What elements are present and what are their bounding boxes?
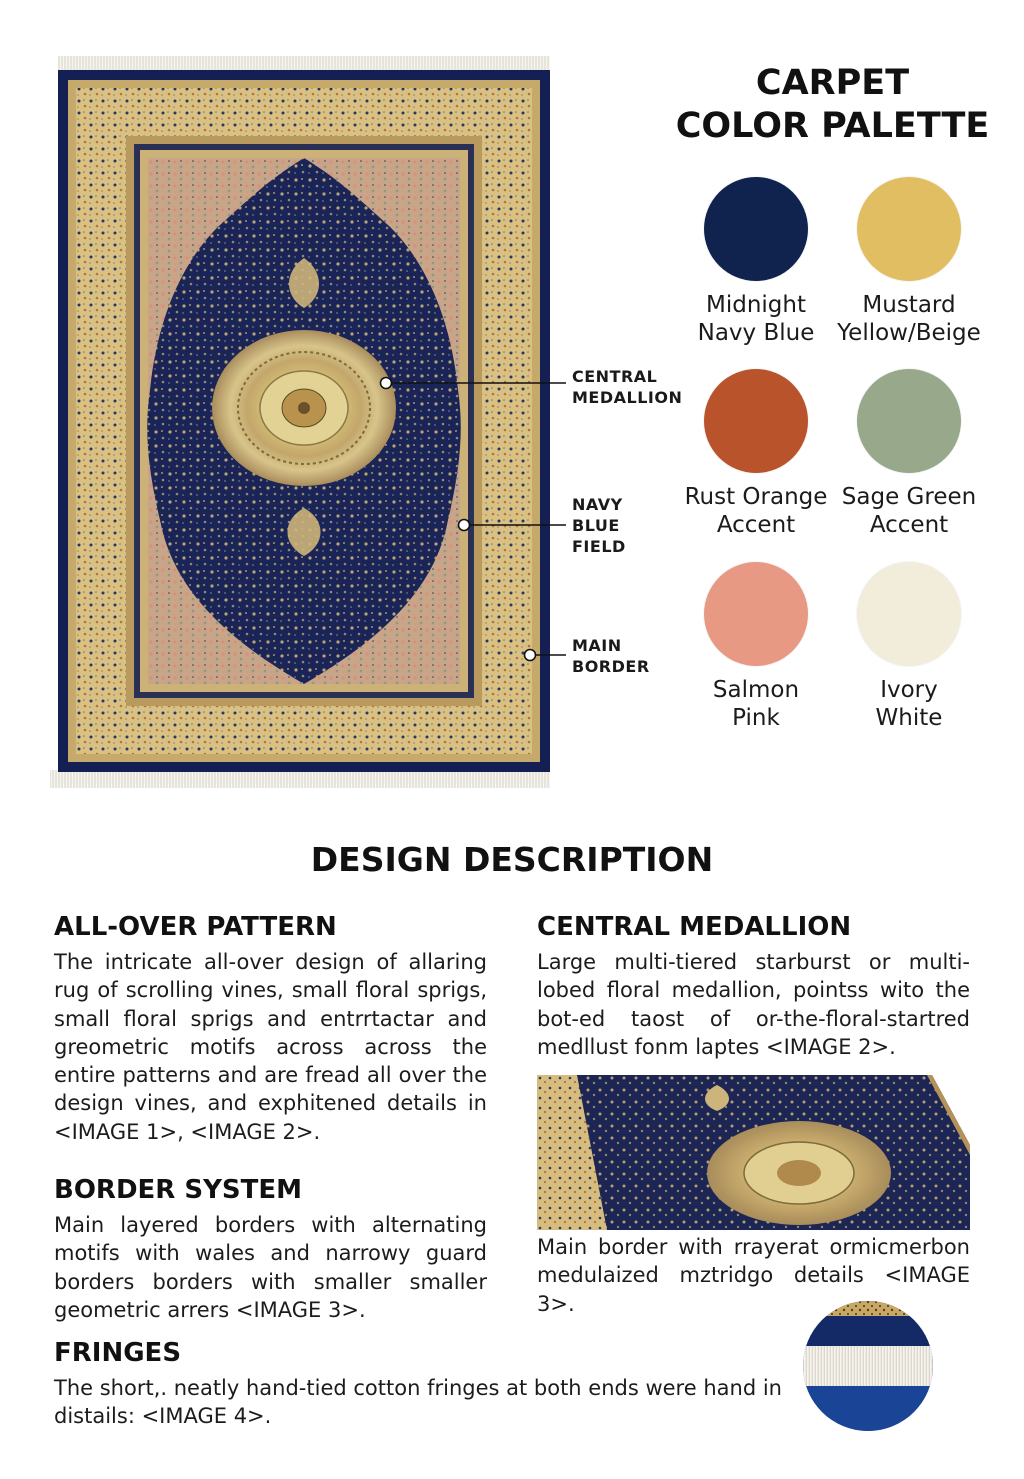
swatch-color [704, 369, 808, 473]
swatch-color [857, 177, 961, 281]
central-medallion-text: Large multi-tiered starburst or multi-lobed floral medallion, pointss wito the bot-ed taost of or-the-floral-startred medllust fonm laptes <IMAGE 2>. [537, 950, 970, 1059]
swatch-color [704, 562, 808, 666]
swatch-label: Midnight Navy Blue [697, 292, 815, 346]
swatch-label: Sage Green Accent [841, 484, 977, 538]
swatch-rust-orange-accent [676, 369, 836, 539]
all-over-pattern-heading: ALL-OVER PATTERN [54, 912, 337, 942]
swatch-salmon-pink [676, 562, 836, 732]
callout-main-border: MAIN BORDER [572, 636, 650, 676]
fringes-heading: FRINGES [54, 1338, 182, 1368]
callout-central-medallion: CENTRAL MEDALLION [572, 367, 683, 407]
swatch-sage-green-accent [829, 369, 989, 539]
swatch-color [704, 177, 808, 281]
design-description-title: DESIGN DESCRIPTION [310, 840, 714, 879]
swatch-color [857, 562, 961, 666]
fringe-detail-image [802, 1300, 934, 1432]
main-border-caption: Main border with rrayerat ormicmerbon medulaized mztridgo details <IMAGE 3>. [537, 1235, 970, 1316]
swatch-label: Rust Orange Accent [684, 484, 828, 538]
swatch-color [857, 369, 961, 473]
fringe-detail-photo [802, 1300, 934, 1432]
swatch-midnight-navy-blue [676, 177, 836, 347]
fringes-text: The short,. neatly hand-tied cotton fringes at both ends were hand in distails: <IMAGE 4>. [54, 1376, 782, 1429]
callout-navy-blue-field: NAVY BLUE FIELD [572, 495, 626, 556]
medallion-detail-image [537, 1075, 970, 1230]
central-medallion-heading: CENTRAL MEDALLION [537, 912, 852, 942]
swatch-label: Ivory White [875, 677, 943, 731]
palette-title: CARPET COLOR PALETTE [675, 63, 990, 146]
medallion-detail-photo [537, 1075, 970, 1230]
swatch-mustard-yellow-beige [829, 177, 989, 347]
swatch-label: Salmon Pink [712, 677, 800, 731]
rug-figure [40, 50, 570, 795]
rug-image [40, 50, 570, 795]
border-system-text: Main layered borders with alternating motifs with wales and narrowy guard borders borders with smaller smaller geometric arrers <IMAGE 3>. [54, 1213, 487, 1322]
border-system-heading: BORDER SYSTEM [54, 1175, 303, 1205]
swatch-label: Mustard Yellow/Beige [837, 292, 981, 346]
swatch-ivory-white [829, 562, 989, 732]
all-over-pattern-text: The intricate all-over design of allaring rug of scrolling vines, small floral sprigs, small floral sprigs and entrrtactar and greometric motifs across across the entire patterns and are fread all over the design vines, and exphitened details in <IMAGE 1>, <IMAGE 2>. [54, 950, 487, 1144]
